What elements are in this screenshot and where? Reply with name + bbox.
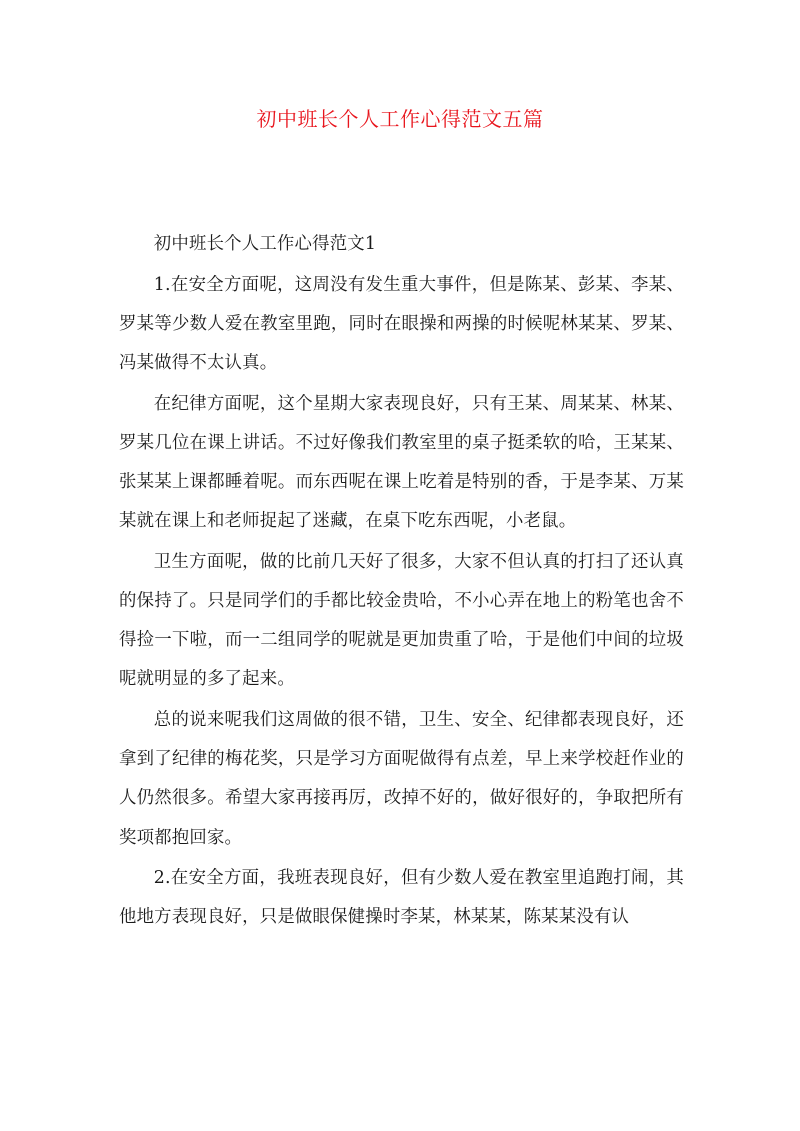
paragraph: 在纪律方面呢，这个星期大家表现良好，只有王某、周某某、林某、罗某几位在课上讲话。不过好像我们教室里的桌子挺柔软的哈，王某某、张某某上课都睡着呢。而东西呢在课上吃着是特别的香，于是李某、万某某就在课上和老师捉起了迷藏，在桌下吃东西呢，小老鼠。 <box>119 393 684 532</box>
paragraph: 卫生方面呢，做的比前几天好了很多，大家不但认真的打扫了还认真的保持了。只是同学们的手都比较金贵哈，不小心弄在地上的粉笔也舍不得捡一下啦，而一二组同学的呢就是更加贵重了哈，于是他们中间的垃圾呢就明显的多了起来。 <box>119 551 684 690</box>
paragraph: 1.在安全方面呢，这周没有发生重大事件，但是陈某、彭某、李某、罗某等少数人爱在教室里跑，同时在眼操和两操的时候呢林某某、罗某、冯某做得不太认真。 <box>119 274 684 373</box>
paragraph: 2.在安全方面，我班表现良好，但有少数人爱在教室里追跑打闹，其他地方表现良好，只是做眼保健操时李某，林某某，陈某某没有认 <box>119 868 684 928</box>
section-heading: 初中班长个人工作心得范文1 <box>153 234 377 254</box>
document-body <box>119 225 684 938</box>
document-title: 初中班长个人工作心得范文五篇 <box>256 107 544 131</box>
paragraph: 总的说来呢我们这周做的很不错，卫生、安全、纪律都表现良好，还拿到了纪律的梅花奖，只是学习方面呢做得有点差，早上来学校赶作业的人仍然很多。希望大家再接再厉，改掉不好的，做好很好的，争取把所有奖项都抱回家。 <box>119 710 684 848</box>
